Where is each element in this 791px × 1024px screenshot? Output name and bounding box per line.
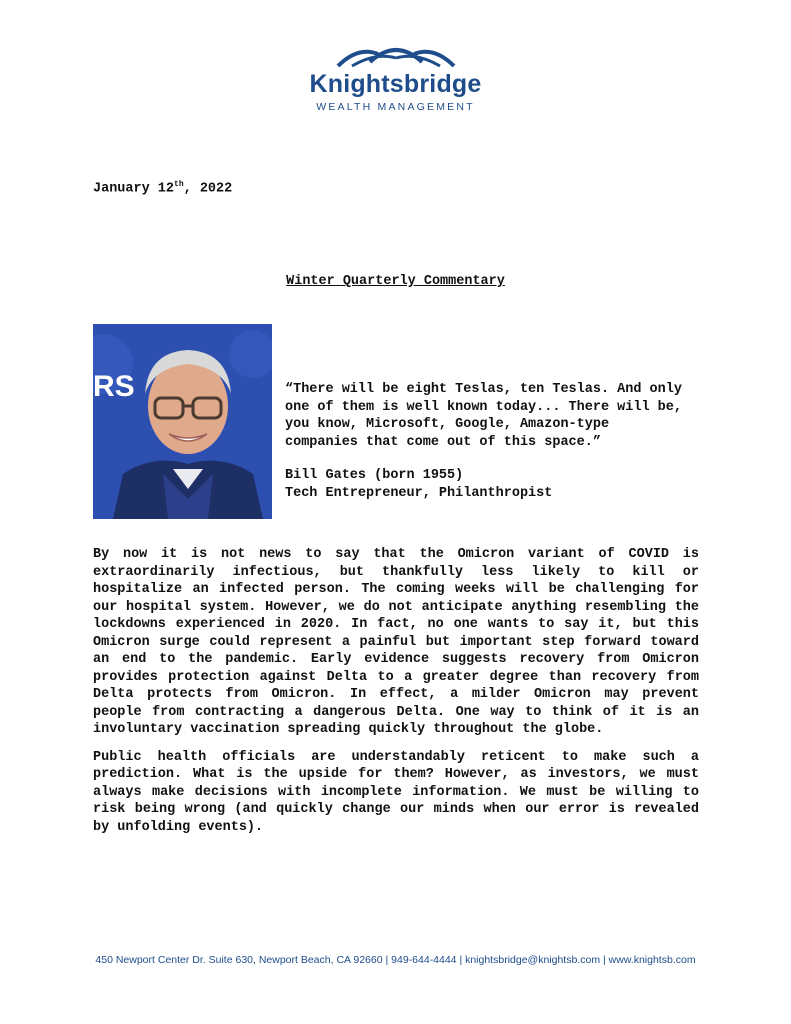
footer-contact: 450 Newport Center Dr. Suite 630, Newport Beach, CA 92660 | 949-644-4444 | knightsbridge@knightsb.com | www.knightsb.com <box>95 954 696 966</box>
quote-attribution <box>285 467 685 502</box>
company-logo <box>0 42 791 113</box>
portrait-illustration <box>93 324 272 519</box>
date-year: , 2022 <box>183 181 233 197</box>
commentary-body <box>93 546 699 846</box>
date-month-day: January 12 <box>93 181 175 197</box>
backdrop-letters: RS <box>93 370 135 403</box>
date-suffix: th <box>174 180 184 189</box>
bridge-arches-icon <box>336 42 456 68</box>
attribution-role: Tech Entrepreneur, Philanthropist <box>285 485 553 501</box>
body-paragraph: Public health officials are understandably reticent to make such a prediction. What is the upside for them? However, as investors, we must always make decisions with incomplete information. We must be willing to risk being wrong (and quickly change our minds when our error is revealed by unfolding events). <box>93 749 699 835</box>
featured-quote: “There will be eight Teslas, ten Teslas. And only one of them is well known today... There will be, you know, Microsoft, Google, Amazon-type companies that come out of this space.” <box>285 382 682 450</box>
logo-name: Knightsbridge <box>309 70 482 98</box>
logo-subtitle: WEALTH MANAGEMENT <box>316 101 475 113</box>
document-title: Winter Quarterly Commentary <box>286 274 505 289</box>
portrait-photo <box>93 324 272 519</box>
body-paragraph: By now it is not news to say that the Omicron variant of COVID is extraordinarily infectious, but thankfully less likely to kill or hospitalize an infected person. The coming weeks will be challenging for our hospital system. However, we do not anticipate anything resembling the lockdowns experienced in 2020. In fact, no one wants to say it, but this Omicron surge could represent a painful but important step forward toward an end to the pandemic. Early evidence suggests recovery from Omicron provides protection against Delta to a greater degree than recovery from Delta protects from Omicron. In effect, a milder Omicron may prevent people from contracting a dangerous Delta. One way to think of it is an involuntary vaccination spreading quickly throughout the globe. <box>93 547 699 737</box>
attribution-name: Bill Gates (born 1955) <box>285 468 464 483</box>
letter-date <box>93 180 232 197</box>
